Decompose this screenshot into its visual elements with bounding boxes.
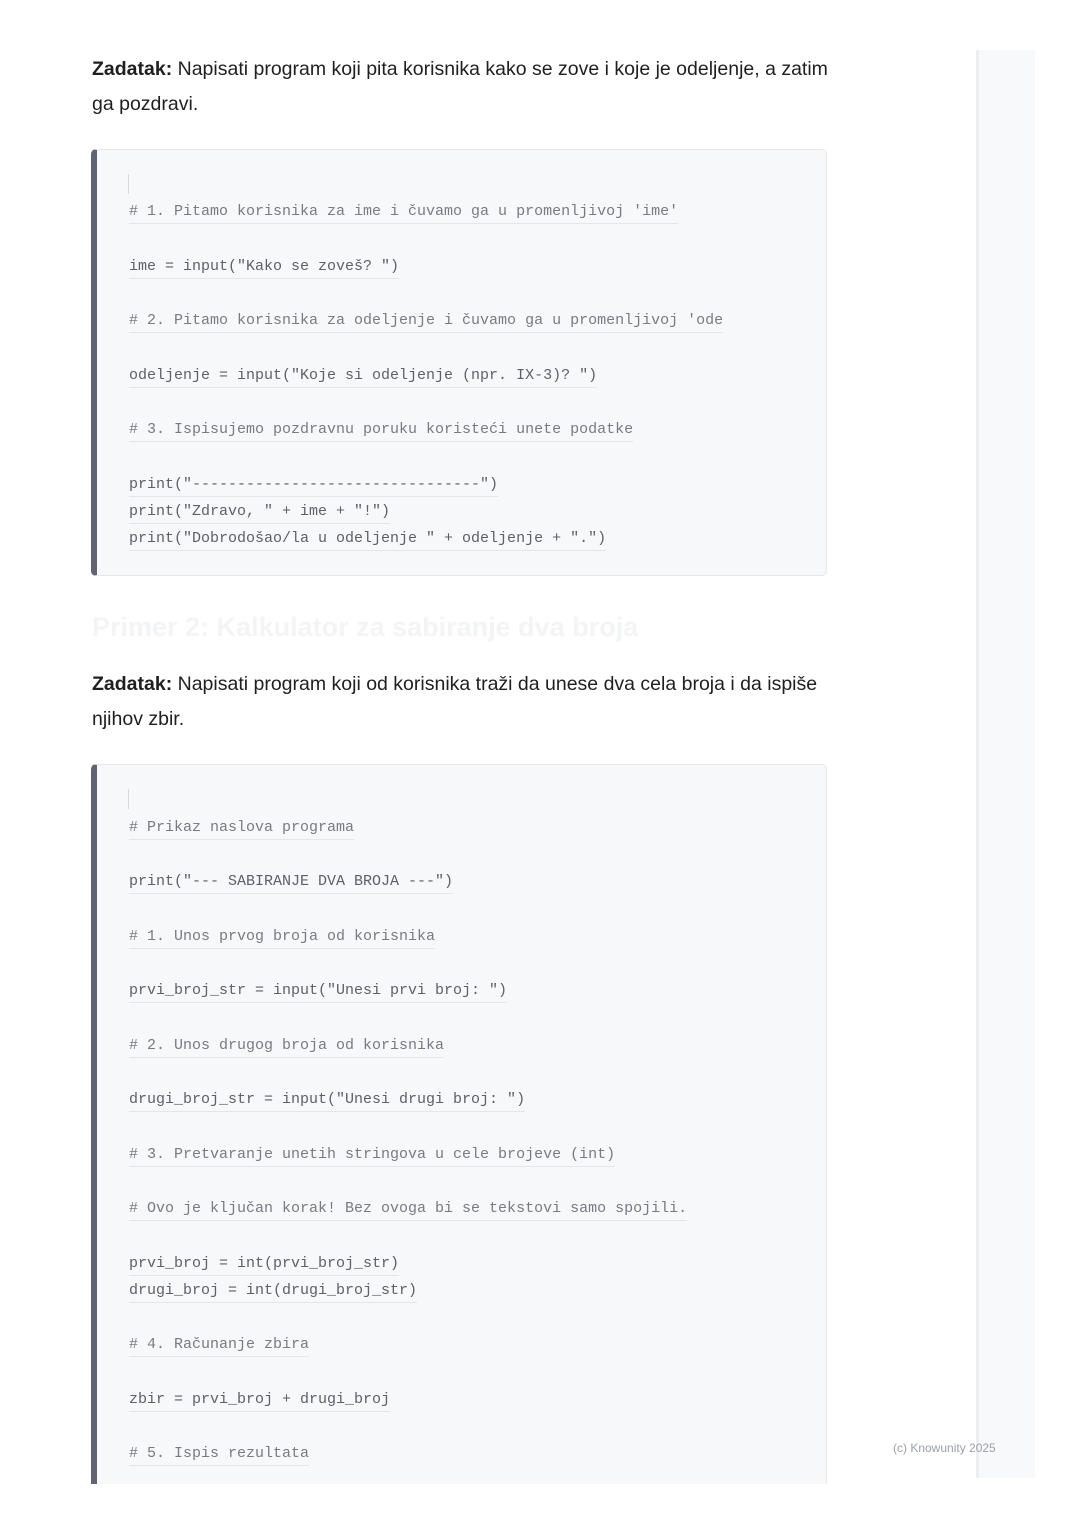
code-line: prvi_broj_str = input("Unesi prvi broj: ") [129,980,507,1003]
code-line: drugi_broj_str = input("Unesi drugi broj: ") [129,1089,525,1112]
watermark: (c) Knowunity 2025 [893,1441,996,1455]
code-line: print("--------------------------------") [129,474,498,497]
text-cursor [128,174,129,194]
code-line: # 5. Ispis rezultata [129,1443,309,1466]
code-line: print("Zdravo, " + ime + "!") [129,501,390,524]
code-line: odeljenje = input("Koje si odeljenje (npr. IX-3)? ") [129,365,597,388]
task-2-text: Napisati program koji od korisnika traži da unese dva cela broja i da ispiše njihov zbir. [92,673,818,730]
code-line: # 3. Pretvaranje unetih stringova u cele brojeve (int) [129,1144,615,1167]
code-line: # 1. Unos prvog broja od korisnika [129,926,435,949]
task-2-paragraph [92,667,832,737]
task-2-label: Zadatak: [92,673,173,695]
task-1-paragraph [92,52,832,122]
code-line: drugi_broj = int(drugi_broj_str) [129,1280,417,1303]
code-line: # Ovo je ključan korak! Bez ovoga bi se tekstovi samo spojili. [129,1198,687,1221]
task-1-label: Zadatak: [92,58,173,80]
code-block-2 [91,764,827,1484]
code-line: # 2. Unos drugog broja od korisnika [129,1035,444,1058]
code-line: # 3. Ispisujemo pozdravnu poruku koristeći unete podatke [129,419,633,442]
code-line: print("Dobrodošao/la u odeljenje " + odeljenje + ".") [129,528,606,551]
code-line: prvi_broj = int(prvi_broj_str) [129,1253,399,1276]
text-cursor [128,789,129,809]
code-line: # 1. Pitamo korisnika za ime i čuvamo ga u promenljivoj 'ime' [129,201,678,224]
code-line: zbir = prvi_broj + drugi_broj [129,1389,390,1412]
code-line: ime = input("Kako se zoveš? ") [129,256,399,279]
code-line: # 4. Računanje zbira [129,1334,309,1357]
task-1-text: Napisati program koji pita korisnika kako se zove i koje je odeljenje, a zatim ga pozdravi. [92,58,828,115]
section-heading: Primer 2: Kalkulator za sabiranje dva broja [92,612,639,642]
code-line: print("--- SABIRANJE DVA BROJA ---") [129,871,453,894]
code-line: # Prikaz naslova programa [129,817,354,840]
side-panel [976,50,1035,1478]
code-line: # 2. Pitamo korisnika za odeljenje i čuvamo ga u promenljivoj 'ode [129,310,723,333]
code-block-1 [91,149,827,576]
